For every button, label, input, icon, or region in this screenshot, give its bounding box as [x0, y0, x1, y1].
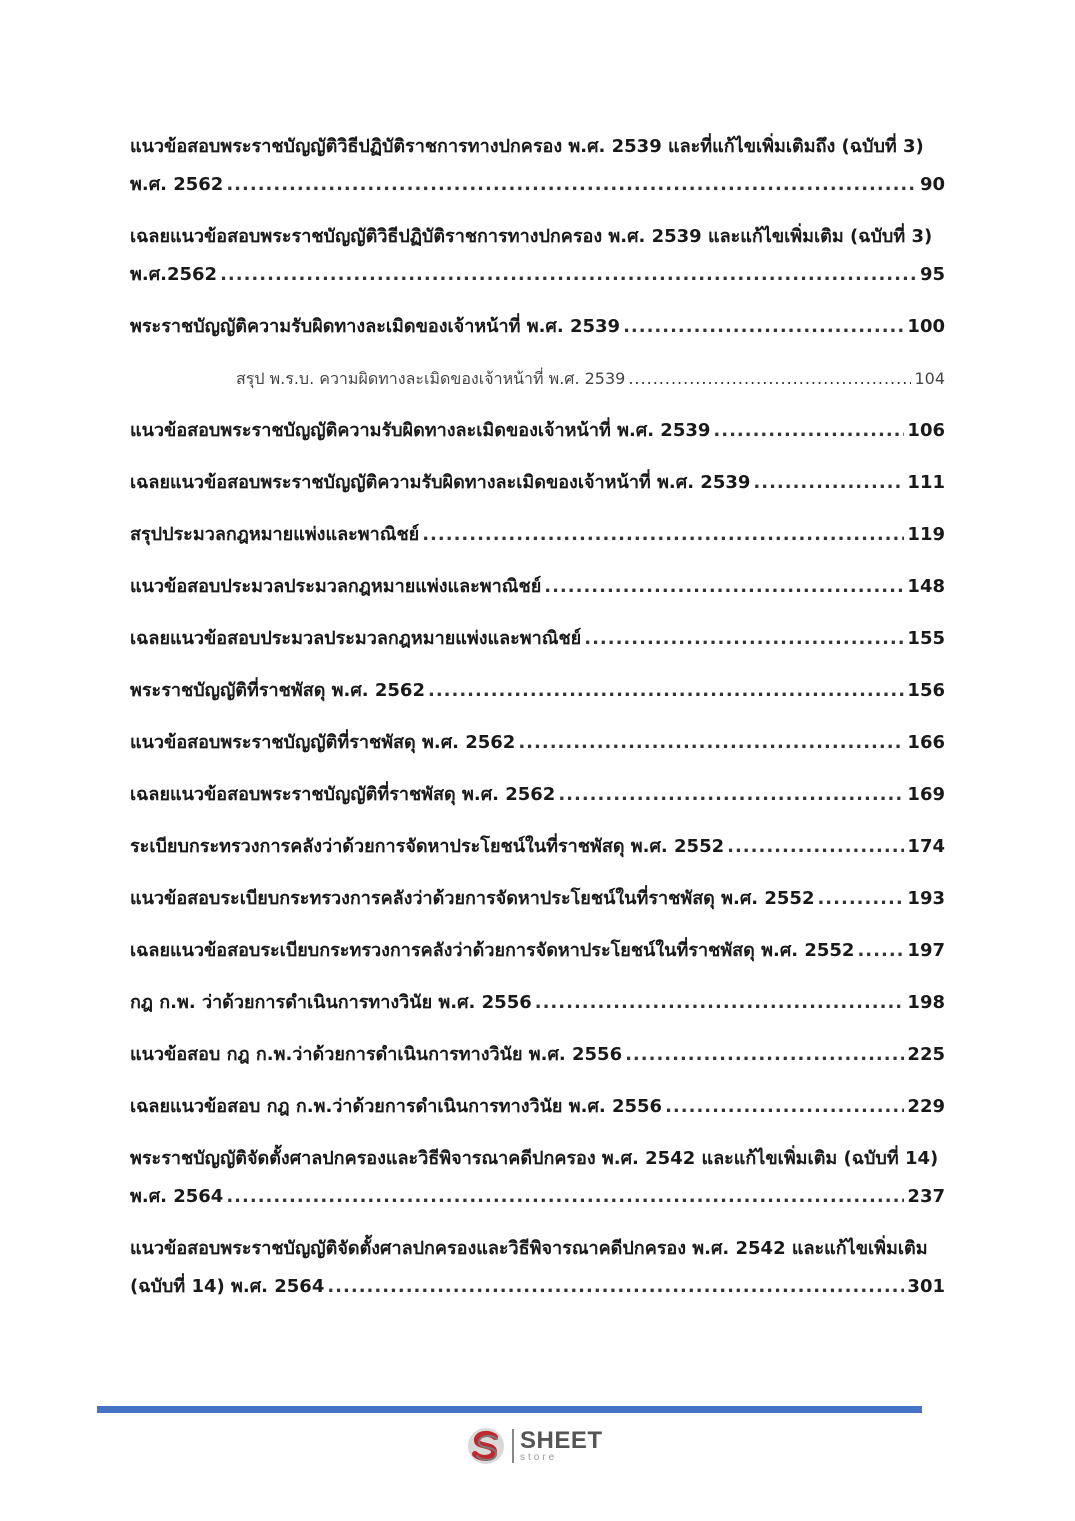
toc-entry[interactable]: [130, 620, 945, 658]
dot-leader: [665, 1088, 904, 1126]
toc-entry-title: เฉลยแนวข้อสอบพระราชบัญญัติความรับผิดทางละเมิดของเจ้าหน้าที่ พ.ศ. 2539: [130, 472, 751, 493]
dot-leader: [220, 256, 917, 294]
toc-page-number: 119: [907, 524, 945, 545]
dot-leader: [518, 724, 904, 762]
toc-page-number: 197: [907, 940, 945, 961]
toc-page-number: 237: [907, 1186, 945, 1207]
dot-leader: [558, 776, 904, 814]
toc-entry[interactable]: [130, 568, 945, 606]
toc-page-number: 148: [907, 576, 945, 597]
toc-entry[interactable]: [130, 1088, 945, 1126]
logo-subword: store: [520, 1452, 558, 1463]
toc-entry-title-cont: พ.ศ. 2562: [130, 174, 224, 195]
toc-page-number: 198: [907, 992, 945, 1013]
table-of-contents: [130, 128, 945, 1320]
toc-entry[interactable]: [130, 516, 945, 554]
toc-entry[interactable]: [130, 932, 945, 970]
toc-page-number: 106: [907, 420, 945, 441]
toc-entry-title: พระราชบัญญัติความรับผิดทางละเมิดของเจ้าหน้าที่ พ.ศ. 2539: [130, 316, 621, 337]
toc-page-number: 193: [907, 888, 945, 909]
toc-page-number: 301: [907, 1276, 945, 1297]
dot-leader: [817, 880, 904, 918]
sheet-logo-icon: [466, 1426, 506, 1466]
dot-leader: [625, 1036, 904, 1074]
toc-page-number: 90: [919, 174, 945, 195]
dot-leader: [713, 412, 904, 450]
dot-leader: [584, 620, 904, 658]
toc-entry[interactable]: [130, 308, 945, 346]
toc-entry-title: สรุป พ.ร.บ. ความผิดทางละเมิดของเจ้าหน้าที่ พ.ศ. 2539: [236, 369, 626, 388]
toc-entry[interactable]: [130, 412, 945, 450]
toc-page-number: 100: [907, 316, 945, 337]
dot-leader: [535, 984, 905, 1022]
toc-entry[interactable]: [130, 464, 945, 502]
dot-leader: [753, 464, 904, 502]
toc-page-number: 229: [907, 1096, 945, 1117]
dot-leader: [544, 568, 904, 606]
toc-entry-title: แนวข้อสอบระเบียบกระทรวงการคลังว่าด้วยการจัดหาประโยชน์ในที่ราชพัสดุ พ.ศ. 2552: [130, 888, 815, 909]
footer-divider: [97, 1406, 922, 1413]
toc-entry-title: แนวข้อสอบประมวลประมวลกฎหมายแพ่งและพาณิชย์: [130, 576, 542, 597]
toc-entry[interactable]: [130, 880, 945, 918]
toc-page-number: 169: [907, 784, 945, 805]
toc-entry-title: ระเบียบกระทรวงการคลังว่าด้วยการจัดหาประโยชน์ในที่ราชพัสดุ พ.ศ. 2552: [130, 836, 725, 857]
toc-entry[interactable]: [130, 1230, 945, 1306]
toc-entry-title: เฉลยแนวข้อสอบประมวลประมวลกฎหมายแพ่งและพาณิชย์: [130, 628, 582, 649]
toc-entry[interactable]: [236, 360, 945, 398]
toc-entry[interactable]: [130, 128, 945, 204]
toc-entry[interactable]: [130, 218, 945, 294]
dot-leader: [628, 360, 911, 398]
toc-page-number: 166: [907, 732, 945, 753]
toc-entry-title-cont: พ.ศ. 2564: [130, 1186, 224, 1207]
toc-entry-title-cont: พ.ศ.2562: [130, 264, 218, 285]
toc-entry-title: กฎ ก.พ. ว่าด้วยการดำเนินการทางวินัย พ.ศ. 2556: [130, 992, 532, 1013]
dot-leader: [857, 932, 904, 970]
toc-entry-title: แนวข้อสอบพระราชบัญญัติจัดตั้งศาลปกครองและวิธีพิจารณาคดีปกครอง พ.ศ. 2542 และแก้ไขเพิ่มเติม: [130, 1238, 928, 1259]
dot-leader: [623, 308, 904, 346]
toc-entry-title-cont: (ฉบับที่ 14) พ.ศ. 2564: [130, 1276, 325, 1297]
dot-leader: [428, 672, 904, 710]
dot-leader: [327, 1268, 904, 1306]
toc-entry[interactable]: [130, 776, 945, 814]
toc-entry-title: แนวข้อสอบ กฎ ก.พ.ว่าด้วยการดำเนินการทางวินัย พ.ศ. 2556: [130, 1044, 623, 1065]
toc-entry-title: เฉลยแนวข้อสอบ กฎ ก.พ.ว่าด้วยการดำเนินการทางวินัย พ.ศ. 2556: [130, 1096, 663, 1117]
toc-entry[interactable]: [130, 984, 945, 1022]
toc-entry[interactable]: [130, 672, 945, 710]
toc-page-number: 95: [919, 264, 945, 285]
logo-word: SHEET: [520, 1427, 603, 1454]
toc-entry[interactable]: [130, 1036, 945, 1074]
logo-separator: [512, 1429, 514, 1463]
sheet-store-logo: [466, 1426, 603, 1466]
toc-page-number: 225: [907, 1044, 945, 1065]
toc-page-number: 174: [907, 836, 945, 857]
dot-leader: [226, 166, 917, 204]
toc-page-number: 111: [907, 472, 945, 493]
toc-entry[interactable]: [130, 724, 945, 762]
toc-entry-title: พระราชบัญญัติที่ราชพัสดุ พ.ศ. 2562: [130, 680, 425, 701]
dot-leader: [727, 828, 904, 866]
toc-page-number: 156: [907, 680, 945, 701]
toc-entry-title: เฉลยแนวข้อสอบพระราชบัญญัติที่ราชพัสดุ พ.ศ. 2562: [130, 784, 556, 805]
toc-page-number: 155: [907, 628, 945, 649]
toc-entry-title: พระราชบัญญัติจัดตั้งศาลปกครองและวิธีพิจารณาคดีปกครอง พ.ศ. 2542 และแก้ไขเพิ่มเติม (ฉบับที่ 14): [130, 1148, 939, 1169]
toc-entry[interactable]: [130, 1140, 945, 1216]
dot-leader: [422, 516, 904, 554]
toc-entry-title: แนวข้อสอบพระราชบัญญัติที่ราชพัสดุ พ.ศ. 2562: [130, 732, 516, 753]
toc-entry-title: แนวข้อสอบพระราชบัญญัติความรับผิดทางละเมิดของเจ้าหน้าที่ พ.ศ. 2539: [130, 420, 711, 441]
toc-page-number: 104: [914, 369, 945, 388]
dot-leader: [226, 1178, 904, 1216]
toc-entry[interactable]: [130, 828, 945, 866]
toc-entry-title: เฉลยแนวข้อสอบระเบียบกระทรวงการคลังว่าด้วยการจัดหาประโยชน์ในที่ราชพัสดุ พ.ศ. 2552: [130, 940, 855, 961]
toc-entry-title: สรุปประมวลกฎหมายแพ่งและพาณิชย์: [130, 524, 420, 545]
toc-entry-title: เฉลยแนวข้อสอบพระราชบัญญัติวิธีปฏิบัติราชการทางปกครอง พ.ศ. 2539 และแก้ไขเพิ่มเติม (ฉบับที่ 3): [130, 226, 933, 247]
toc-entry-title: แนวข้อสอบพระราชบัญญัติวิธีปฏิบัติราชการทางปกครอง พ.ศ. 2539 และที่แก้ไขเพิ่มเติมถึง (ฉบับที่ 3): [130, 136, 924, 157]
